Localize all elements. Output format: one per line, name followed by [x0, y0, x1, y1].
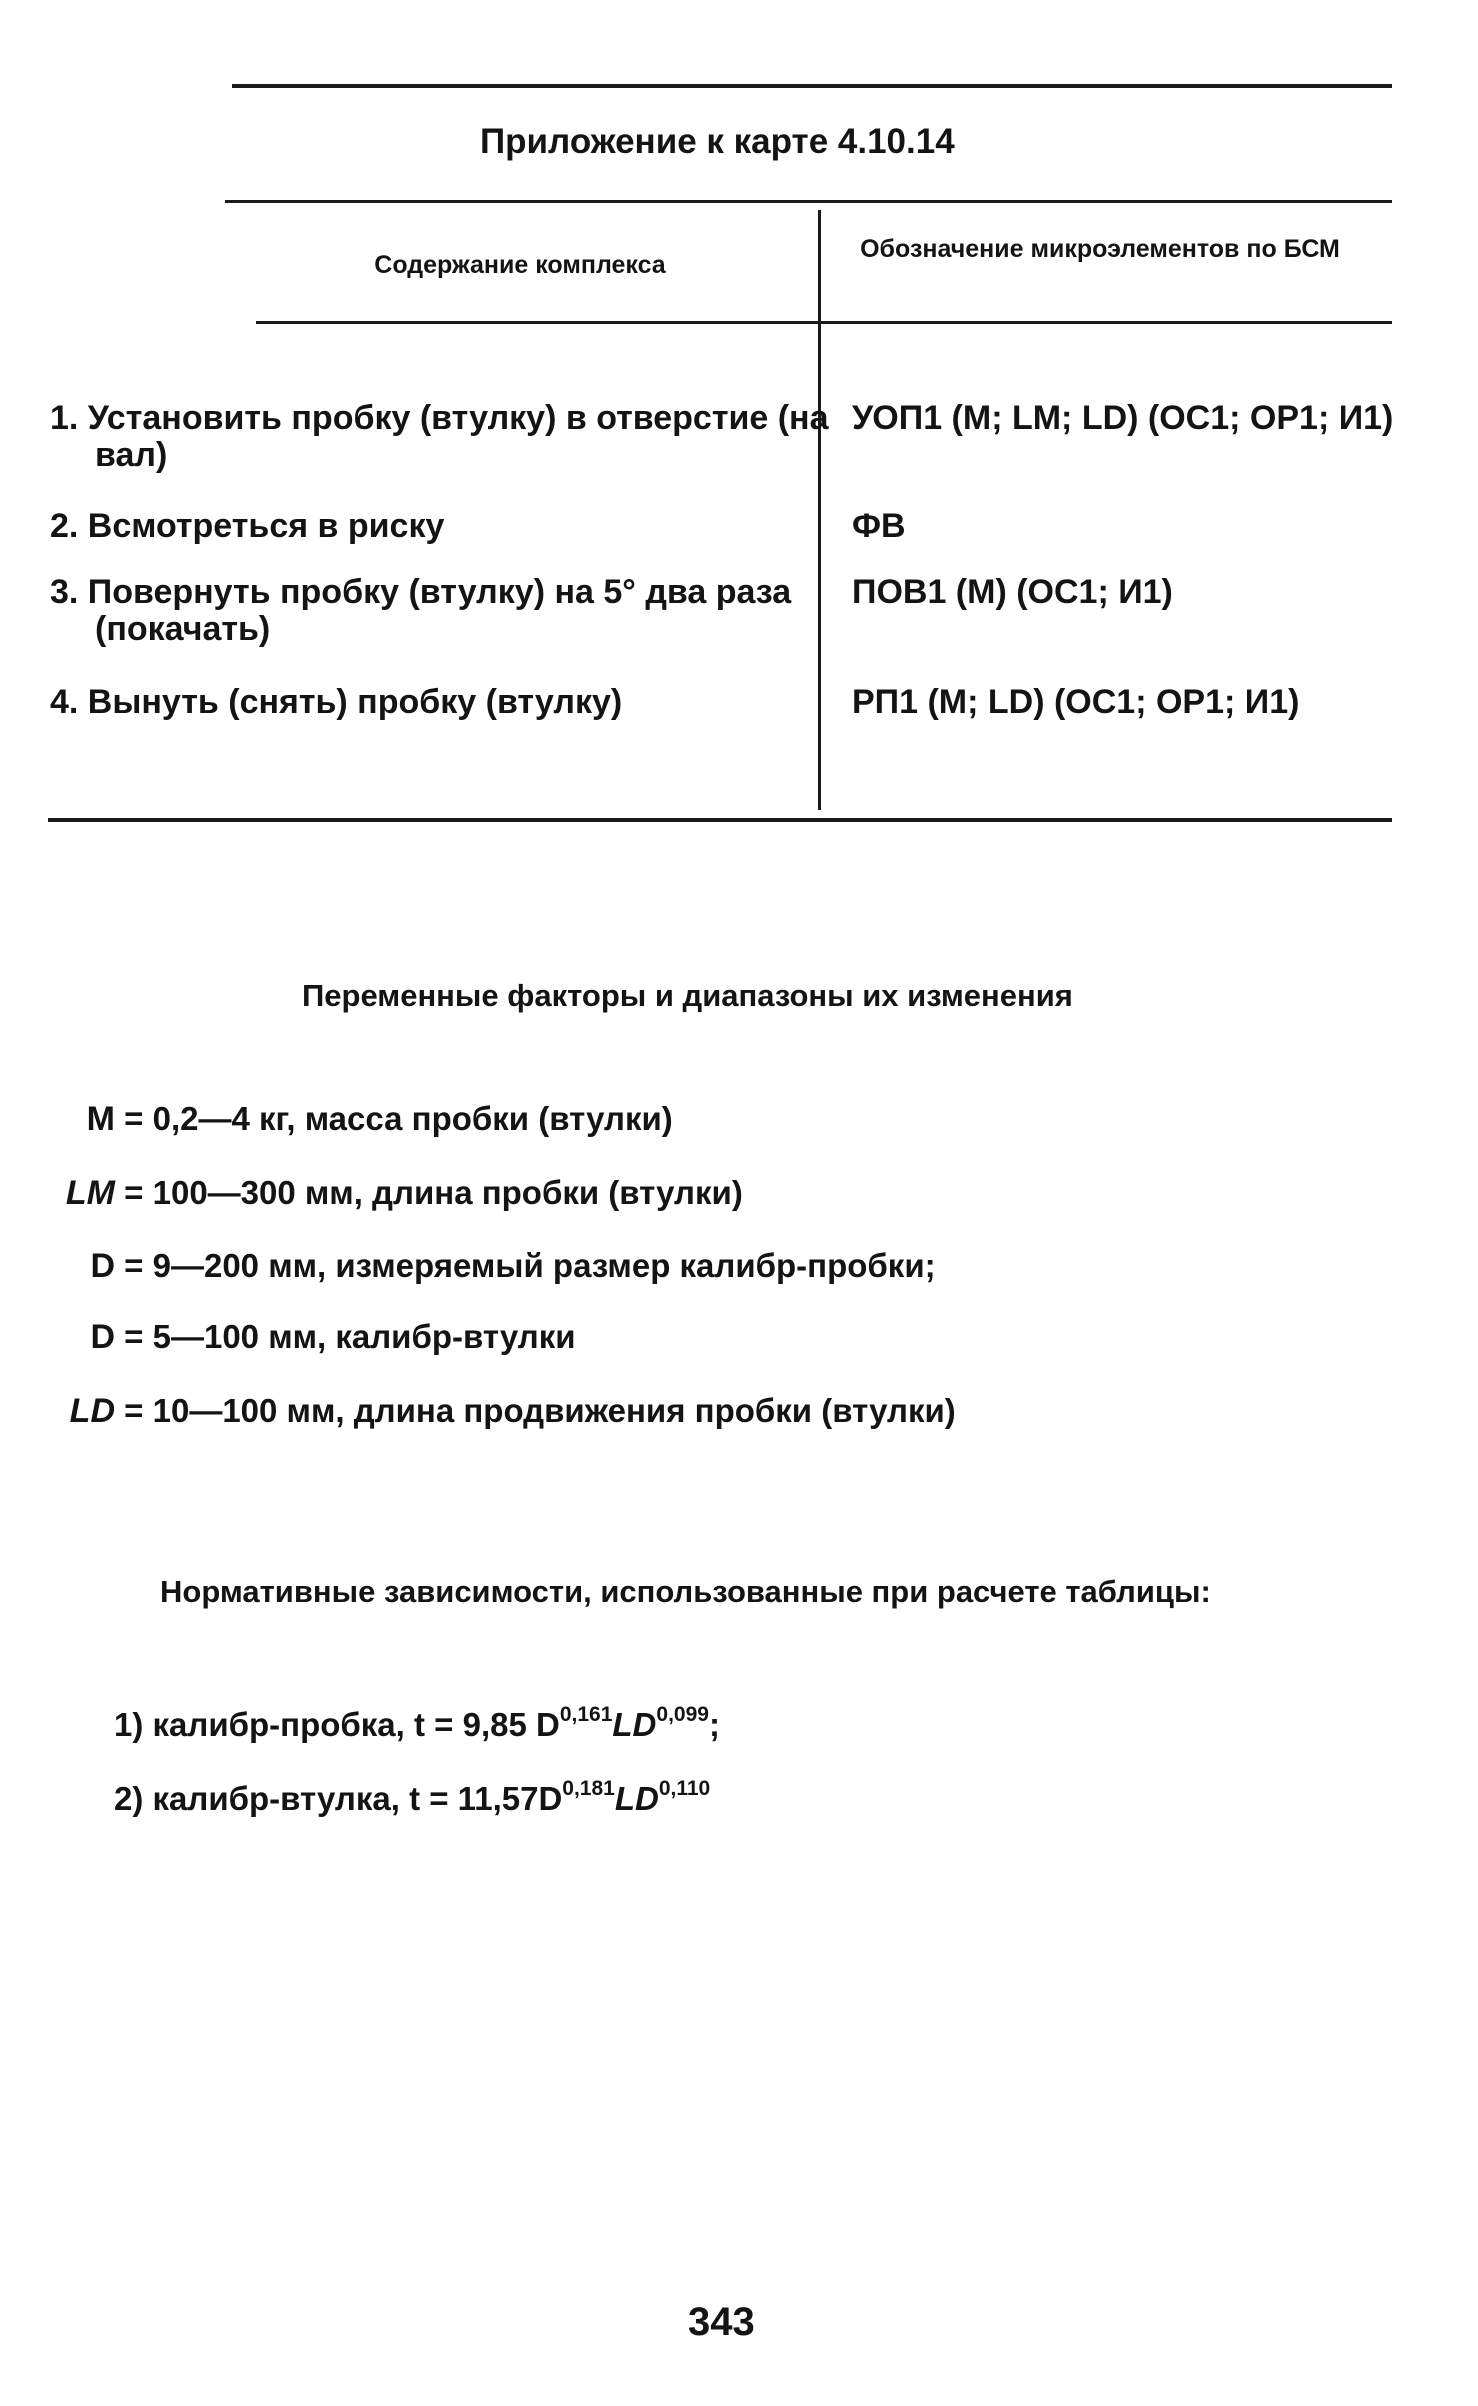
variable-text: = 0,2—4 кг, масса пробки (втулки) [124, 1100, 673, 1137]
col-header-content: Содержание комплекса [374, 251, 666, 279]
table-top-rule [225, 200, 1392, 203]
col-header-code [860, 236, 1340, 262]
table-bottom-rule [48, 818, 1392, 822]
formula-1-mid: LD [612, 1706, 657, 1743]
variable-row [40, 1100, 673, 1139]
page-number: 343 [688, 2300, 755, 2344]
formula-2 [114, 1777, 711, 1818]
top-rule [232, 84, 1392, 88]
variable-symbol: D [90, 1318, 115, 1356]
formula-2-mid: LD [614, 1780, 659, 1817]
table-row-2-code: ФВ [852, 507, 906, 545]
variable-symbol: LD [69, 1392, 115, 1430]
formula-1-tail: ; [708, 1706, 720, 1743]
formula-1 [114, 1703, 720, 1744]
table-row-1-code: УОП1 (M; LM; LD) (ОС1; ОР1; И1) [852, 399, 1394, 437]
variable-symbol: LM [65, 1174, 115, 1212]
table-row-4-content: 4. Вынуть (снять) пробку (втулку) [50, 683, 623, 721]
variable-text: = 10—100 мм, длина продвижения пробки (втулки) [124, 1392, 956, 1429]
table-row-4-code: РП1 (M; LD) (ОС1; ОР1; И1) [852, 683, 1300, 721]
variable-row [40, 1247, 936, 1286]
formula-2-exp2: 0,110 [658, 1777, 711, 1800]
table-row-1-content: 1. Установить пробку (втулку) в отверстие (на вал) [50, 399, 829, 474]
variable-row [40, 1392, 956, 1431]
formula-2-exp1: 0,181 [562, 1777, 615, 1800]
table-header-rule [256, 321, 1392, 324]
variable-text: = 100—300 мм, длина пробки (втулки) [124, 1174, 743, 1211]
variable-symbol: D [90, 1247, 115, 1285]
formula-1-exp2: 0,099 [656, 1703, 709, 1726]
col-header-code-text: Обозначение микроэлементов по БСМ [860, 235, 1340, 263]
table-row-3-code: ПОВ1 (M) (ОС1; И1) [852, 573, 1173, 611]
variable-text: = 5—100 мм, калибр-втулки [124, 1318, 576, 1355]
table-row-2-content: 2. Всмотреться в риску [50, 507, 445, 545]
appendix-title: Приложение к карте 4.10.14 [480, 122, 955, 161]
dependencies-title: Нормативные зависимости, использованные при расчете таблицы: [160, 1574, 1211, 1609]
table-row-3-content: 3. Повернуть пробку (втулку) на 5° два раза (покачать) [50, 573, 792, 648]
variable-row [40, 1174, 743, 1213]
variable-text: = 9—200 мм, измеряемый размер калибр-пробки; [124, 1247, 936, 1284]
variables-title: Переменные факторы и диапазоны их изменения [302, 978, 1073, 1013]
formula-1-lead: 1) калибр-пробка, t = 9,85 D [114, 1706, 560, 1743]
variable-row [40, 1318, 576, 1357]
variable-symbol: M [86, 1100, 115, 1138]
formula-2-lead: 2) калибр-втулка, t = 11,57D [114, 1780, 563, 1817]
formula-1-exp1: 0,161 [559, 1703, 613, 1726]
